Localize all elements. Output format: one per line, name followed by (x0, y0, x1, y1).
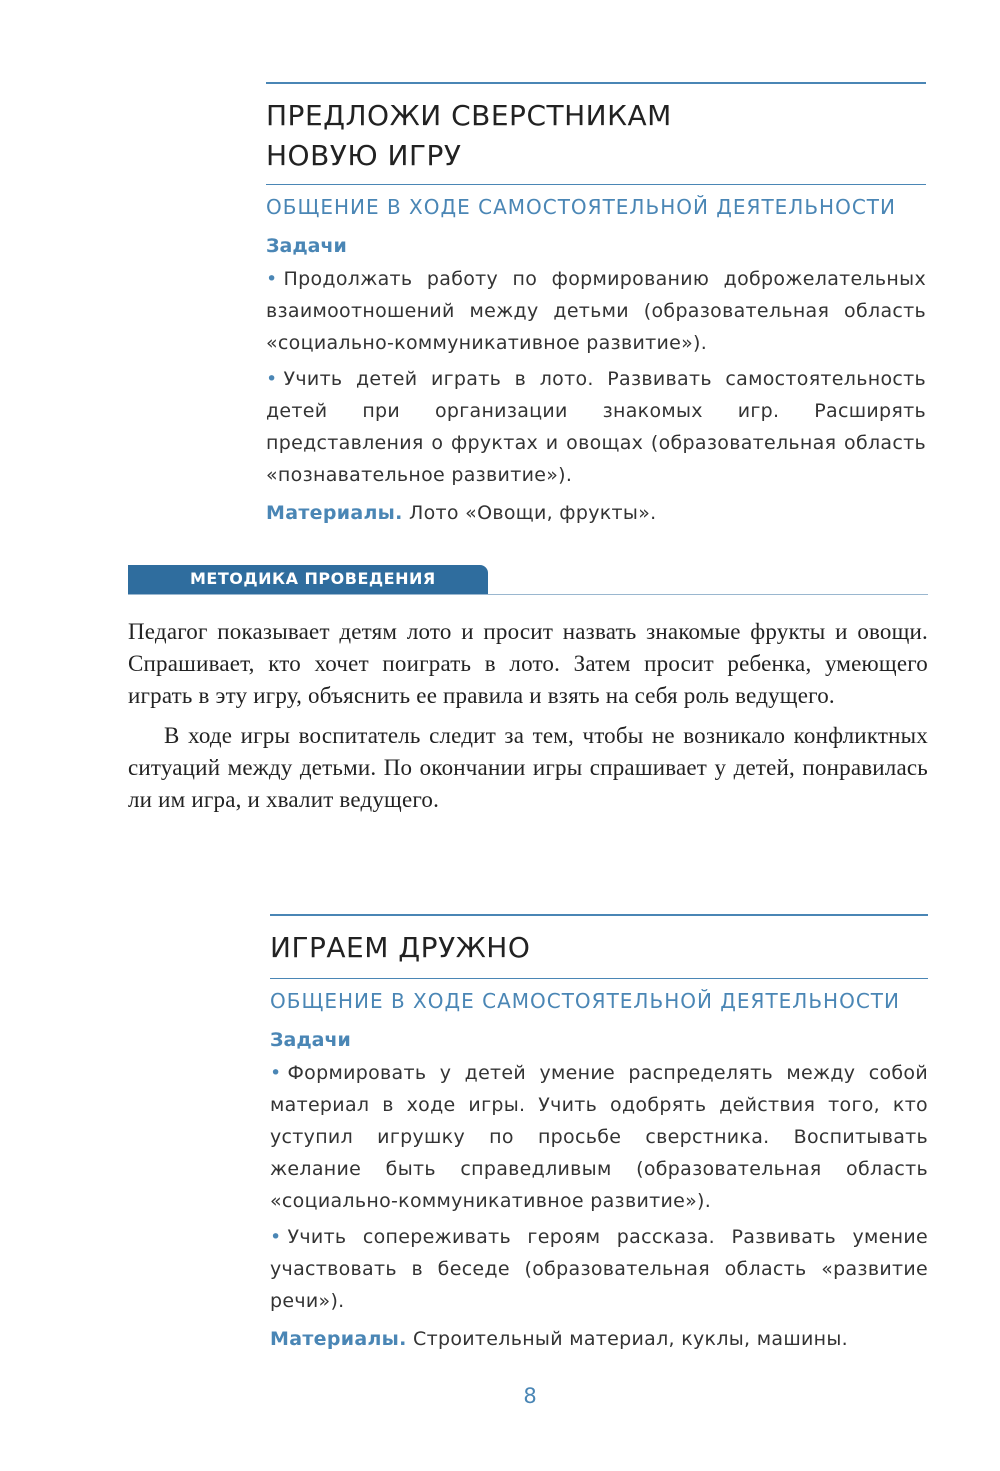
section-1-materials (266, 497, 926, 529)
materials-text: Лото «Овощи, фрукты». (409, 502, 657, 524)
section-1 (266, 82, 926, 529)
method-paragraph-2: В ходе игры воспитатель следит за тем, чтобы не возникало конфликтных ситуаций между детьми. По окончании игры спрашивает у детей, понравилась ли им игра, и хвалит ведущего. (128, 723, 928, 812)
section-2-task-1: • Формировать у детей умение распределять между собой материал в ходе игры. Учить одобрять действия того, кто уступил игрушку по просьбе сверстника. Воспитывать желание быть справедливым (образовательная область «социально-коммуникативное развитие»). (270, 1062, 928, 1212)
page-number: 8 (523, 1384, 537, 1408)
section-2-tasks-heading: Задачи (270, 1029, 351, 1051)
bullet-icon: • (270, 1062, 282, 1084)
bullet-icon: • (266, 368, 278, 390)
materials-label: Материалы. (266, 502, 403, 524)
method-text (128, 616, 928, 816)
section-1-title-line1: ПРЕДЛОЖИ СВЕРСТНИКАМ (266, 99, 672, 132)
bullet-icon: • (266, 268, 278, 290)
section-1-tasks-heading: Задачи (266, 235, 347, 257)
section-1-task-2: • Учить детей играть в лото. Развивать самостоятельность детей при организации знакомых игр. Расширять представления о фруктах и овощах (образовательная область «познавательное развитие»). (266, 368, 926, 486)
method-tab (128, 565, 488, 595)
method-paragraph-1: Педагог показывает детям лото и просит назвать знакомые фрукты и овощи. Спрашивает, кто хочет поиграть в лото. Затем просит ребенка, умеющего играть в эту игру, объяснить ее правила и взять на себя роль ведущего. (128, 619, 928, 708)
section-1-title (266, 96, 926, 176)
method-tab-label: МЕТОДИКА ПРОВЕДЕНИЯ (190, 569, 436, 588)
materials-label: Материалы. (270, 1328, 407, 1350)
section-2-subtitle: ОБЩЕНИЕ В ХОДЕ САМОСТОЯТЕЛЬНОЙ ДЕЯТЕЛЬНОСТИ (270, 989, 900, 1013)
bullet-icon: • (270, 1226, 282, 1248)
section-2-materials (270, 1323, 928, 1355)
section-1-title-line2: НОВУЮ ИГРУ (266, 139, 462, 172)
section-2-title: ИГРАЕМ ДРУЖНО (270, 931, 531, 964)
materials-text: Строительный материал, куклы, машины. (413, 1328, 849, 1350)
section-1-task-1: • Продолжать работу по формированию доброжелательных взаимоотношений между детьми (образовательная область «социально-коммуникативное развитие»). (266, 268, 926, 354)
section-2 (270, 914, 928, 1355)
section-1-subtitle: ОБЩЕНИЕ В ХОДЕ САМОСТОЯТЕЛЬНОЙ ДЕЯТЕЛЬНОСТИ (266, 195, 896, 219)
method-tab-line (128, 594, 928, 595)
section-2-task-2: • Учить сопереживать героям рассказа. Развивать умение участвовать в беседе (образовательная область «развитие речи»). (270, 1226, 928, 1312)
